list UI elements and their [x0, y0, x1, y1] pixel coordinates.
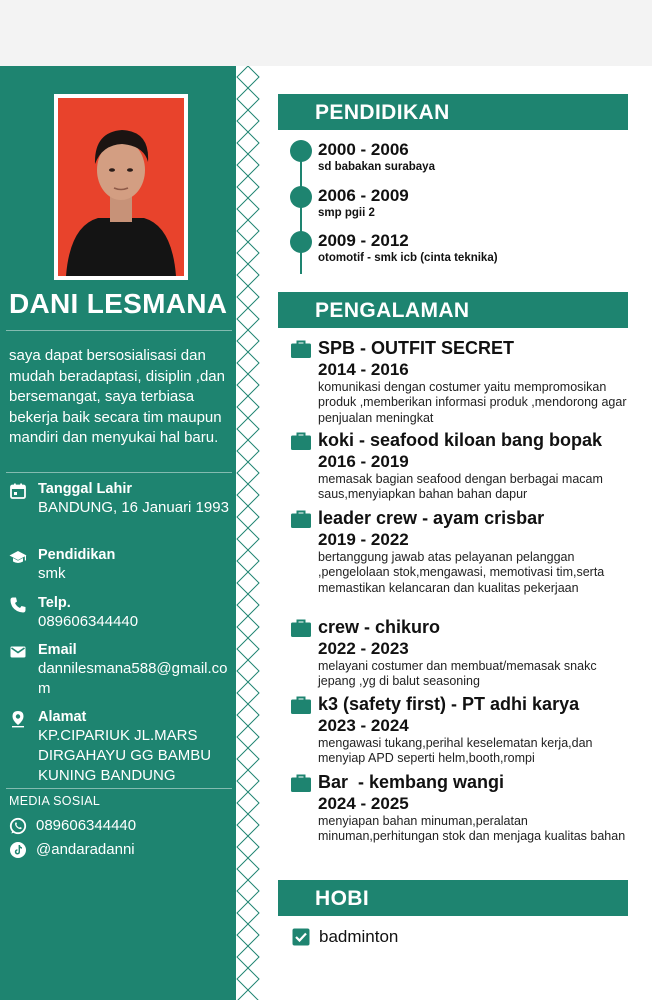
- profile-photo: [58, 98, 184, 276]
- timeline-dot: [290, 186, 312, 208]
- briefcase-icon: [290, 696, 312, 715]
- top-blank-strip: [0, 0, 652, 66]
- diamond-pattern-divider: [236, 66, 260, 1000]
- info-label: Pendidikan: [38, 547, 116, 563]
- social-media-title: MEDIA SOSIAL: [9, 794, 101, 808]
- briefcase-icon: [290, 510, 312, 529]
- education-school: sd babakan surabaya: [318, 161, 435, 173]
- experience-item: [290, 693, 635, 767]
- info-birthdate: [9, 480, 235, 518]
- experience-years: 2024 - 2025: [318, 794, 409, 813]
- experience-description: bertanggung jawab atas pelayanan pelanggan ,pengelolaan stok,mengawasi, memotivasi tim,serta memastikan kelancaran dan kualitas pekerjaan: [318, 550, 605, 595]
- sidebar: [0, 66, 236, 1000]
- info-label: Email: [38, 642, 77, 658]
- experience-years: 2019 - 2022: [318, 530, 409, 549]
- section-header-experience: PENGALAMAN: [278, 292, 628, 328]
- mail-icon: [9, 643, 27, 661]
- about-text: saya dapat bersosialisasi dan mudah beradaptasi, disiplin ,dan bersemangat, saya terbiasa bekerja baik secara tim maupun mandiri dan menyukai hal baru.: [9, 347, 225, 446]
- timeline-dot: [290, 231, 312, 253]
- experience-years: 2023 - 2024: [318, 716, 409, 735]
- experience-description: memasak bagian seafood dengan berbagai macam saus,menyiapkan bahan bahan dapur: [318, 472, 603, 502]
- experience-years: 2016 - 2019: [318, 452, 409, 471]
- experience-title: crew - chikuro: [318, 617, 441, 637]
- timeline-dot: [290, 140, 312, 162]
- experience-title: k3 (safety first) - PT adhi karya: [318, 694, 580, 714]
- experience-description: menyiapan bahan minuman,peralatan minuman,perhitungan stok dan menjaga kualitas bahan: [318, 814, 626, 844]
- social-value[interactable]: 089606344440: [36, 817, 137, 834]
- info-address: [9, 708, 235, 786]
- experience-title: SPB - OUTFIT SECRET: [318, 338, 515, 358]
- experience-item: [290, 429, 635, 503]
- experience-title: Bar - kembang wangi: [318, 772, 505, 792]
- location-pin-icon: [9, 710, 27, 728]
- education-school: otomotif - smk icb (cinta teknika): [318, 252, 498, 264]
- divider: [6, 788, 232, 789]
- education-school: smp pgii 2: [318, 207, 375, 219]
- hobby-label: badminton: [319, 927, 399, 946]
- experience-item: [290, 616, 635, 690]
- experience-title: koki - seafood kiloan bang bopak: [318, 430, 603, 450]
- divider: [6, 472, 232, 473]
- person-name: DANI LESMANA: [9, 288, 228, 319]
- social-whatsapp: [9, 816, 235, 836]
- section-header-hobby: HOBI: [278, 880, 628, 916]
- social-value[interactable]: @andaradanni: [36, 841, 135, 858]
- briefcase-icon: [290, 619, 312, 638]
- checkbox-checked-icon: [292, 928, 310, 946]
- divider: [6, 330, 232, 331]
- hobby-item: [292, 927, 398, 947]
- phone-icon: [9, 596, 27, 614]
- experience-years: 2022 - 2023: [318, 639, 409, 658]
- profile-photo-frame: [54, 94, 188, 280]
- info-value: KP.CIPARIUK JL.MARS DIRGAHAYU GG BAMBU KUNING BANDUNG: [38, 727, 212, 784]
- education-years: 2009 - 2012: [318, 231, 409, 250]
- education-timeline-line: [300, 146, 302, 274]
- experience-description: mengawasi tukang,perihal keselematan kerja,dan menyiap APD seperti helm,booth,rompi: [318, 736, 593, 766]
- info-value: smk: [38, 565, 66, 582]
- experience-title: leader crew - ayam crisbar: [318, 508, 545, 528]
- briefcase-icon: [290, 432, 312, 451]
- experience-item: [290, 507, 635, 596]
- experience-item: [290, 771, 635, 845]
- experience-description: komunikasi dengan costumer yaitu mempromosikan produk ,memberikan informasi produk ,mendorong agar penjualan meningkat: [318, 380, 627, 425]
- calendar-icon: [9, 482, 27, 500]
- experience-item: [290, 337, 635, 426]
- info-value[interactable]: dannilesmana588@gmail.com: [38, 660, 228, 697]
- experience-years: 2014 - 2016: [318, 360, 409, 379]
- info-label: Tanggal Lahir: [38, 481, 132, 497]
- experience-description: melayani costumer dan membuat/memasak snakc jepang ,yg di balut seasoning: [318, 659, 597, 689]
- briefcase-icon: [290, 774, 312, 793]
- section-header-education: PENDIDIKAN: [278, 94, 628, 130]
- info-email: [9, 641, 235, 699]
- education-years: 2000 - 2006: [318, 140, 409, 159]
- info-value: BANDUNG, 16 Januari 1993: [38, 499, 229, 516]
- social-tiktok: [9, 840, 235, 860]
- info-phone: [9, 594, 235, 632]
- briefcase-icon: [290, 340, 312, 359]
- tiktok-icon: [9, 841, 27, 859]
- whatsapp-icon: [9, 817, 27, 835]
- education-years: 2006 - 2009: [318, 186, 409, 205]
- info-label: Telp.: [38, 595, 71, 611]
- info-education: [9, 546, 235, 584]
- info-value[interactable]: 089606344440: [38, 613, 139, 630]
- info-label: Alamat: [38, 709, 87, 725]
- graduation-cap-icon: [9, 548, 27, 566]
